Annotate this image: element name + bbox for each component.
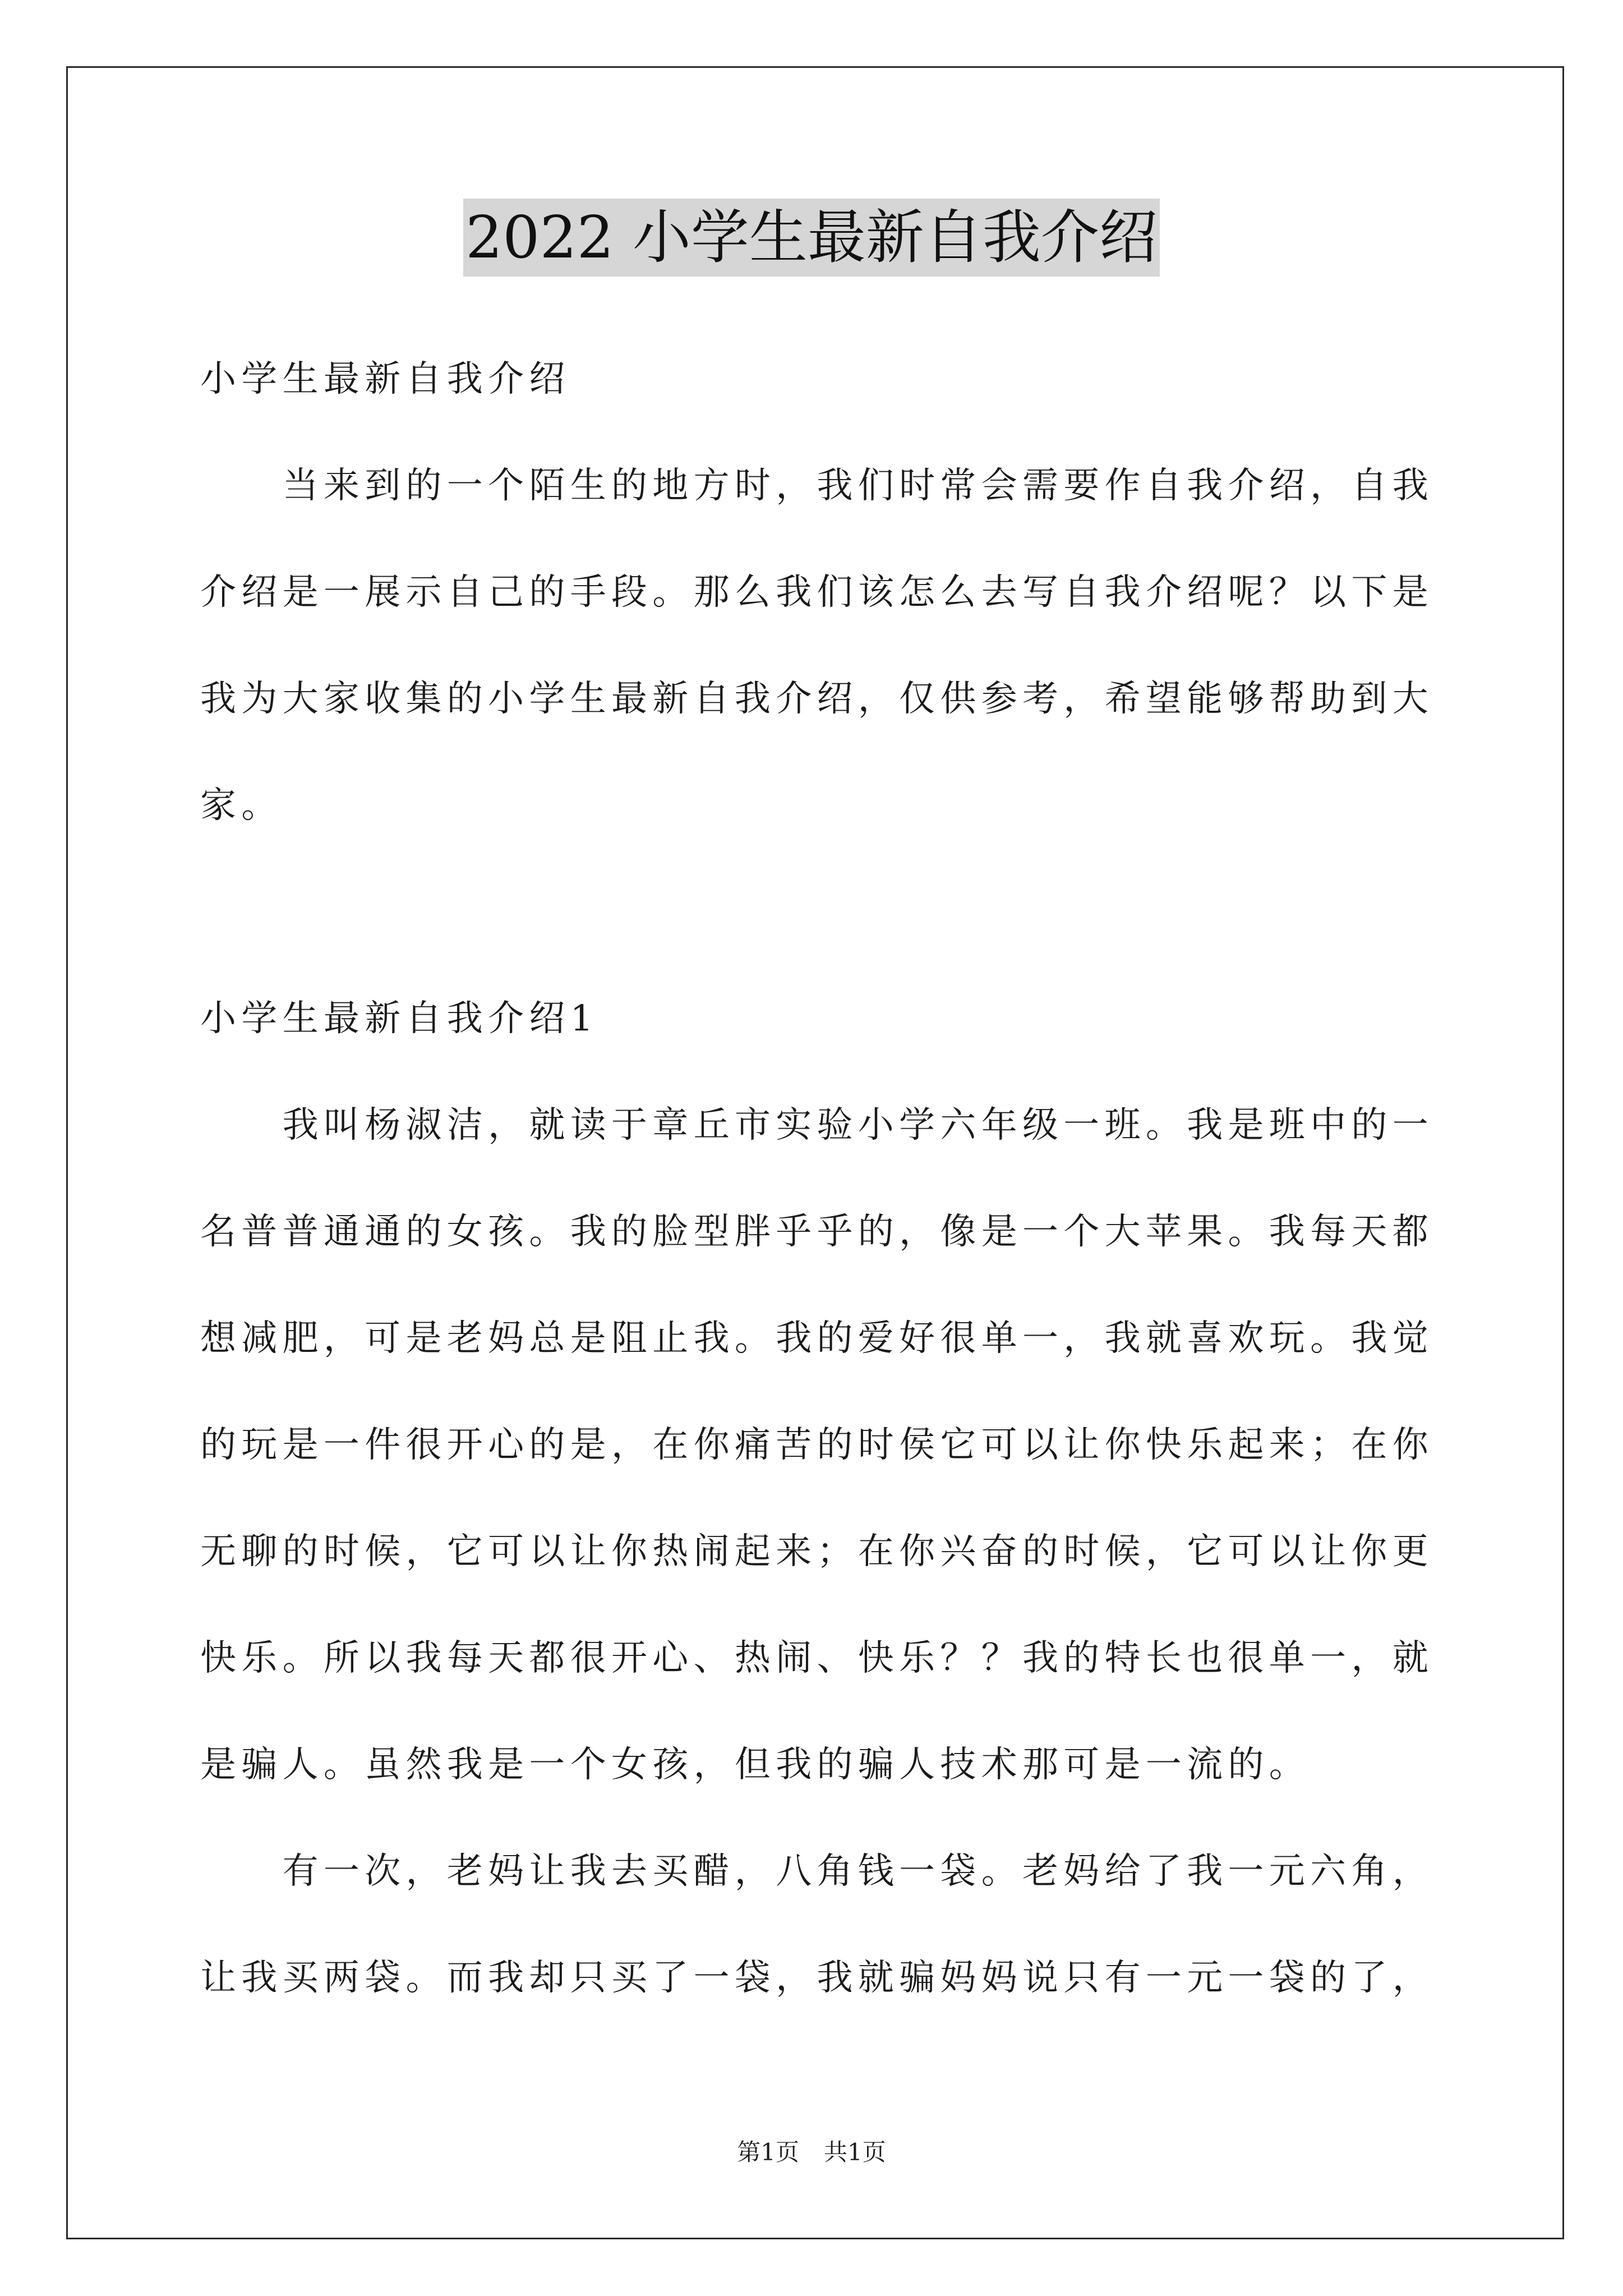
- paragraph-line: 当来到的一个陌生的地方时，我们时常会需要作自我介绍，自我: [282, 465, 1433, 507]
- paragraph-line: 想减肥，可是老妈总是阻止我。我的爱好很单一，我就喜欢玩。我觉: [200, 1318, 1433, 1359]
- paragraph-1: [200, 1072, 1434, 1818]
- blank-line: [200, 859, 1434, 965]
- paragraph-line: 我为大家收集的小学生最新自我介绍，仅供参考，希望能够帮助到大: [200, 678, 1433, 720]
- page-number-current: 第1页: [737, 2138, 799, 2166]
- page-number-total: 共1页: [824, 2138, 886, 2166]
- paragraph-line: 家。: [200, 785, 283, 826]
- paragraph-line: 介绍是一展示自己的手段。那么我们该怎么去写自我介绍呢？以下是: [200, 572, 1433, 613]
- paragraph-line: 我叫杨淑洁，就读于章丘市实验小学六年级一班。我是班中的一: [282, 1105, 1433, 1146]
- document-title: 2022 小学生最新自我介绍: [463, 199, 1160, 277]
- document-body: [200, 326, 1434, 2031]
- paragraph-line: 快乐。所以我每天都很开心、热闹、快乐？？我的特长也很单一，就: [200, 1637, 1433, 1679]
- paragraph-line: 无聊的时候，它可以让你热闹起来；在你兴奋的时候，它可以让你更: [200, 1531, 1433, 1572]
- paragraph-line: 是骗人。虽然我是一个女孩，但我的骗人技术那可是一流的。: [200, 1744, 1311, 1786]
- paragraph-line: 的玩是一件很开心的是，在你痛苦的时侯它可以让你快乐起来；在你: [200, 1424, 1433, 1466]
- paragraph-2: [200, 1818, 1434, 2031]
- paragraph-line: 名普普通通的女孩。我的脸型胖乎乎的，像是一个大苹果。我每天都: [200, 1211, 1433, 1253]
- paragraph-line: 有一次，老妈让我去买醋，八角钱一袋。老妈给了我一元六角，: [282, 1851, 1433, 1892]
- section-heading-1: 小学生最新自我介绍1: [200, 998, 598, 1039]
- title-container: [0, 199, 1623, 277]
- page-footer: [0, 2138, 1623, 2166]
- intro-paragraph: [200, 432, 1434, 859]
- paragraph-line: 让我买两袋。而我却只买了一袋，我就骗妈妈说只有一元一袋的了，: [200, 1957, 1433, 1999]
- section-heading: 小学生最新自我介绍: [200, 358, 570, 400]
